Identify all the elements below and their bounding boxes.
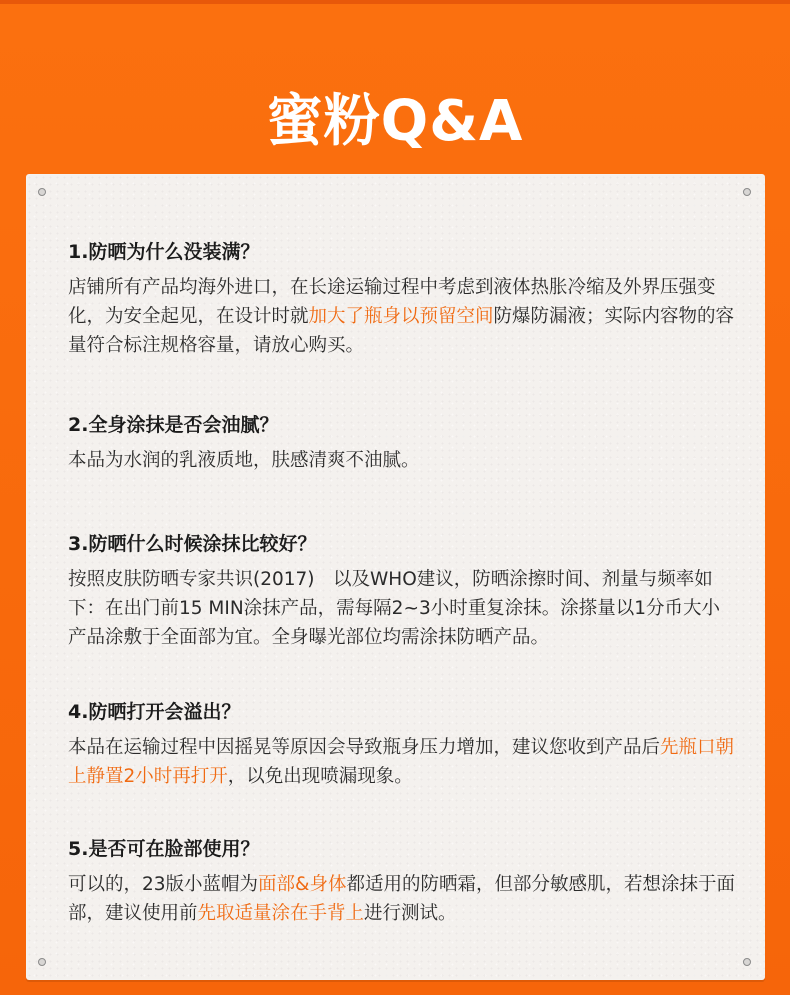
answer-segment: ，以免出现喷漏现象。 bbox=[227, 766, 413, 787]
screw-icon bbox=[743, 188, 751, 196]
answer-text bbox=[68, 733, 738, 791]
answer-segment: 可以的，23版小蓝帽为 bbox=[68, 874, 259, 895]
page-title: 蜜粉Q&A bbox=[266, 89, 524, 154]
answer-segment: 本品在运输过程中因摇晃等原因会导致瓶身压力增加，建议您收到产品后 bbox=[68, 737, 661, 758]
top-border bbox=[0, 0, 790, 4]
question-title: 2.全身涂抹是否会油腻？ bbox=[68, 414, 279, 436]
qa-card bbox=[26, 174, 765, 980]
qa-item-2 bbox=[68, 412, 738, 475]
screw-icon bbox=[38, 188, 46, 196]
qa-item-3 bbox=[68, 531, 738, 652]
answer-segment: 店铺所有产品均海外进口，在长途运输过程中考虑到液体热胀冷缩及外界压强变化，为安全起见，在设计时就 bbox=[68, 277, 716, 327]
answer-segment: 防爆防漏液；实际内容物的容量符合标注规格容量，请放心购买。 bbox=[68, 306, 735, 356]
qa-item-4 bbox=[68, 699, 738, 791]
answer-highlight: 先瓶口朝上静置2小时再打开 bbox=[68, 737, 735, 787]
answer-text bbox=[68, 273, 738, 360]
screw-icon bbox=[38, 958, 46, 966]
answer-segment: 都适用的防晒霜，但部分敏感肌，若想涂抹于面部，建议使用前 bbox=[68, 874, 735, 924]
question-title: 4.防晒打开会溢出？ bbox=[68, 701, 241, 723]
answer-highlight: 先取适量涂在手背上 bbox=[197, 903, 365, 924]
answer-segment: 本品为水润的乳液质地，肤感清爽不油腻。 bbox=[68, 450, 420, 471]
answer-highlight: 加大了瓶身以预留空间 bbox=[308, 306, 494, 327]
answer-highlight: 面部&身体 bbox=[258, 874, 347, 895]
question-title: 5.是否可在脸部使用？ bbox=[68, 838, 260, 860]
qa-item-5 bbox=[68, 836, 738, 928]
answer-text bbox=[68, 446, 738, 475]
answer-text bbox=[68, 565, 738, 652]
screw-icon bbox=[743, 958, 751, 966]
answer-text bbox=[68, 870, 738, 928]
answer-segment: 按照皮肤防晒专家共识(2017) 以及WHO建议，防晒涂擦时间、剂量与频率如下：在出门前15 MIN涂抹产品，需每隔2~3小时重复涂抹。涂搽量以1分币大小产品涂敷于全面部为宜。全身曝光部位均需涂抹防晒产品。 bbox=[68, 569, 720, 648]
question-title: 3.防晒什么时候涂抹比较好？ bbox=[68, 533, 317, 555]
question-title: 1.防晒为什么没装满？ bbox=[68, 241, 260, 263]
qa-item-1 bbox=[68, 239, 738, 360]
answer-segment: 进行测试。 bbox=[364, 903, 457, 924]
